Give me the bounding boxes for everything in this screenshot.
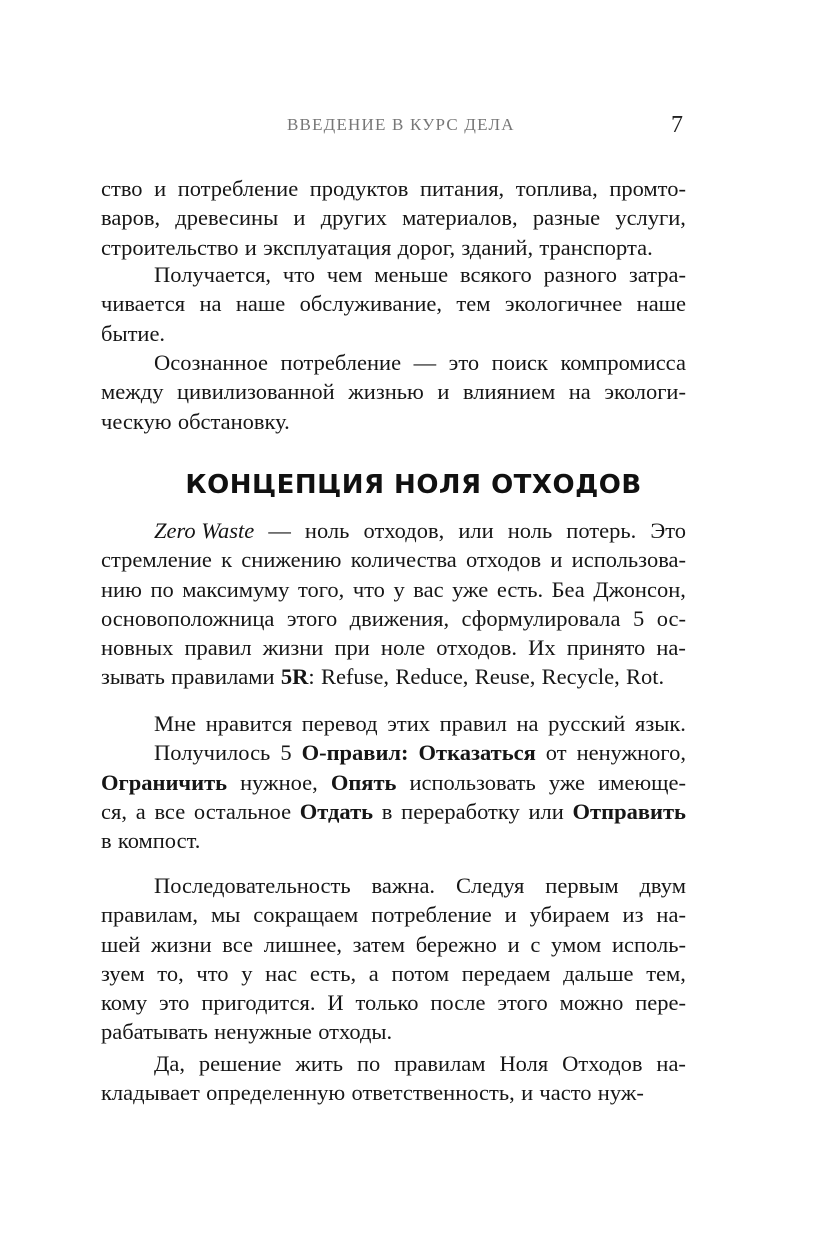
text-line <box>101 604 686 633</box>
text-line <box>101 768 686 797</box>
text-line <box>101 407 686 436</box>
text-line <box>101 203 686 232</box>
word: разные <box>532 205 601 231</box>
word: между <box>101 379 164 405</box>
word: Последовательность <box>154 873 351 898</box>
word: влиянием <box>462 379 556 405</box>
word: на <box>199 291 222 317</box>
word: затра- <box>628 262 686 287</box>
text-line <box>101 233 686 262</box>
word: ноль <box>507 518 553 543</box>
word: передаем <box>461 960 551 986</box>
word: лишнее, <box>263 931 342 957</box>
word: зданий, <box>461 234 534 260</box>
word: у <box>241 960 253 986</box>
word: правилами <box>171 664 275 690</box>
word: все <box>154 798 186 824</box>
word: на- <box>656 902 686 928</box>
word: О-правил: <box>301 740 409 766</box>
word: материалов, <box>402 205 518 231</box>
word: жизни <box>262 635 324 661</box>
word: Джонсон, <box>593 576 686 602</box>
word: Осознанное <box>154 350 268 375</box>
word: в <box>101 828 112 854</box>
word: зуем <box>101 960 145 986</box>
word: и <box>437 379 450 405</box>
word: потом <box>391 960 450 986</box>
word: вас <box>413 576 444 602</box>
word: русский <box>548 711 626 736</box>
word: или <box>528 798 564 824</box>
word: — <box>413 350 437 375</box>
text-line <box>101 959 686 988</box>
text-line <box>101 319 686 348</box>
text-line <box>101 377 686 406</box>
word: ненужные <box>214 1019 312 1045</box>
word: кладывает <box>101 1080 200 1106</box>
word: потребление <box>280 350 402 375</box>
text-line <box>101 348 686 377</box>
word: основоположница <box>101 605 275 631</box>
word: все <box>222 931 254 957</box>
word: а <box>135 798 146 824</box>
word: Ограничить <box>101 769 228 795</box>
word: тем <box>456 291 491 317</box>
word: решение <box>198 1051 282 1076</box>
text-line <box>101 797 686 826</box>
word: жить <box>295 1051 344 1076</box>
word: снижению <box>241 547 342 573</box>
word: тем, <box>646 960 686 986</box>
paragraph <box>101 348 686 436</box>
section-heading: КОНЦЕПЦИЯ НОЛЯ ОТХОДОВ <box>185 470 642 500</box>
word: использовать <box>409 769 536 795</box>
word: питания, <box>419 176 505 201</box>
word: Мне <box>154 711 197 736</box>
word: жизни <box>151 931 212 957</box>
word: имеюще- <box>598 769 686 795</box>
word: есть, <box>309 960 357 986</box>
text-line <box>101 988 686 1017</box>
word: 5 <box>280 740 292 766</box>
text-line <box>101 289 686 318</box>
word: транспорта. <box>539 234 653 260</box>
word: ноль <box>304 518 350 543</box>
text-line <box>101 1078 686 1107</box>
word: ся, <box>101 798 127 824</box>
word: или <box>458 518 494 543</box>
word: и <box>507 931 520 957</box>
word: обслуживание, <box>299 291 443 317</box>
word: использова- <box>571 547 686 573</box>
word: принято <box>566 635 646 661</box>
word: отходов <box>466 547 542 573</box>
word: Получается, <box>154 262 272 287</box>
paragraph <box>101 516 686 692</box>
word: бытие. <box>101 320 166 346</box>
word: экологи- <box>604 379 686 405</box>
word: ческую <box>101 408 172 434</box>
word: ос- <box>656 605 686 631</box>
word: стремление <box>101 547 212 573</box>
word: отходы. <box>318 1019 393 1045</box>
word: разного <box>543 262 617 287</box>
word: и <box>504 902 517 928</box>
word: что <box>282 262 316 287</box>
word: Это <box>650 518 686 543</box>
word: количества <box>350 547 457 573</box>
word: нравится <box>205 711 293 736</box>
word: правил <box>184 635 252 661</box>
word: от <box>545 740 567 766</box>
word: компромисса <box>560 350 686 375</box>
word: Беа <box>551 576 585 602</box>
paragraph <box>101 174 686 262</box>
word: при <box>334 635 370 661</box>
word: нас <box>265 960 298 986</box>
word: на- <box>656 635 686 661</box>
word: Reuse, <box>474 664 536 690</box>
word: Следуя <box>455 873 525 898</box>
word: строительство <box>101 234 239 260</box>
word: обстановку. <box>177 408 290 434</box>
word: потребление <box>371 902 492 928</box>
word: и <box>550 547 563 573</box>
word: Получилось <box>154 740 271 766</box>
word: нию <box>101 576 142 602</box>
word: уже <box>452 576 489 602</box>
word: Отказаться <box>418 740 536 766</box>
word: определенную <box>206 1080 346 1106</box>
word: правилам, <box>101 902 199 928</box>
word: этого <box>286 605 338 631</box>
paragraph <box>101 709 686 855</box>
word: Zero Waste <box>154 518 255 543</box>
word: часто <box>539 1080 592 1106</box>
word: промто- <box>609 176 686 201</box>
word: сокращаем <box>253 902 359 928</box>
word: ненужного, <box>576 740 686 766</box>
word: поиск <box>491 350 548 375</box>
word: к <box>221 547 233 573</box>
word: Опять <box>330 769 397 795</box>
word: жизнью <box>348 379 424 405</box>
text-line <box>101 545 686 574</box>
word: 5 <box>632 605 645 631</box>
word: наше <box>235 291 286 317</box>
word: услуги, <box>615 205 686 231</box>
word: Отдать <box>299 798 374 824</box>
text-line <box>101 738 686 767</box>
word: что <box>352 576 385 602</box>
word: дальше <box>563 960 634 986</box>
word: Reduce, <box>395 664 469 690</box>
word: и <box>521 1080 534 1106</box>
word: цивилизованной <box>177 379 335 405</box>
word: шей <box>101 931 141 957</box>
word: бережно <box>415 931 497 957</box>
word: на <box>516 711 539 736</box>
word: на- <box>656 1051 686 1076</box>
text-line <box>101 826 686 855</box>
word: Recycle, <box>541 664 620 690</box>
word: дорог, <box>397 234 456 260</box>
word: движения, <box>349 605 450 631</box>
word: и <box>293 205 306 231</box>
text-line <box>101 900 686 929</box>
word: после <box>430 990 486 1016</box>
word: исполь- <box>611 931 686 957</box>
text-line <box>101 260 686 289</box>
word: сформулировала <box>461 605 621 631</box>
word: И <box>327 990 344 1016</box>
word: и <box>244 234 257 260</box>
word: кому <box>101 990 148 1016</box>
word: что <box>196 960 229 986</box>
word: язык. <box>635 711 686 736</box>
word: всякого <box>459 262 532 287</box>
word: уже <box>548 769 586 795</box>
word: Да, <box>154 1051 185 1076</box>
word: Refuse, <box>320 664 390 690</box>
word: Их <box>528 635 556 661</box>
word: рабатывать <box>101 1019 208 1045</box>
paragraph <box>101 871 686 1047</box>
word: топлива, <box>515 176 598 201</box>
text-line <box>101 930 686 959</box>
word: затем <box>352 931 406 957</box>
word: потерь. <box>566 518 637 543</box>
word: умом <box>551 931 602 957</box>
word: это <box>158 990 190 1016</box>
text-line <box>101 575 686 604</box>
word: убираем <box>529 902 610 928</box>
paragraph <box>101 1049 686 1108</box>
word: других <box>320 205 387 231</box>
word: отходов, <box>363 518 445 543</box>
word: ответственность, <box>351 1080 515 1106</box>
word: важна. <box>371 873 436 898</box>
paragraph <box>101 260 686 348</box>
running-head: ВВЕДЕНИЕ В КУРС ДЕЛА <box>287 115 515 134</box>
word: и <box>154 176 167 201</box>
text-line <box>101 633 686 662</box>
word: двум <box>639 873 686 898</box>
word: продуктов <box>309 176 409 201</box>
word: Rot. <box>626 664 665 690</box>
word: ство <box>101 176 143 201</box>
text-line <box>101 1049 686 1078</box>
word: переработку <box>401 798 520 824</box>
word: есть. <box>496 576 544 602</box>
word: первым <box>545 873 619 898</box>
word: правил <box>439 711 507 736</box>
word: это <box>448 350 480 375</box>
word: ноле <box>380 635 426 661</box>
word: эксплуатация <box>263 234 392 260</box>
word: Отходов <box>562 1051 643 1076</box>
word: мы <box>210 902 241 928</box>
word: компост. <box>117 828 201 854</box>
word: на <box>568 379 591 405</box>
word: древесины <box>175 205 279 231</box>
word: этого <box>497 990 548 1016</box>
page-number: 7 <box>671 112 683 138</box>
word: максимуму <box>182 576 290 602</box>
word: у <box>393 576 405 602</box>
word: в <box>381 798 393 824</box>
text-line <box>101 1017 686 1046</box>
word: перевод <box>301 711 378 736</box>
word: а <box>368 960 379 986</box>
word: остальное <box>193 798 292 824</box>
word: зывать <box>101 664 165 690</box>
word: по <box>356 1051 381 1076</box>
word: меньше <box>374 262 449 287</box>
word: экологичнее <box>504 291 623 317</box>
word: отходов. <box>436 635 517 661</box>
word: варов, <box>101 205 161 231</box>
word: можно <box>559 990 624 1016</box>
word: чем <box>326 262 363 287</box>
word: новных <box>101 635 174 661</box>
word: правилам <box>394 1051 486 1076</box>
word: только <box>355 990 419 1016</box>
text-line <box>101 662 686 691</box>
word: — <box>268 518 291 543</box>
word: потребление <box>177 176 299 201</box>
word: наше <box>636 291 686 317</box>
text-line <box>101 871 686 900</box>
text-line <box>101 174 686 203</box>
word: то, <box>157 960 184 986</box>
word: чивается <box>101 291 186 317</box>
word: Ноля <box>499 1051 549 1076</box>
text-line <box>101 709 686 738</box>
word: того, <box>297 576 345 602</box>
word: с <box>530 931 541 957</box>
word: 5R: <box>280 664 315 690</box>
word: из <box>622 902 644 928</box>
word: нуж- <box>597 1080 644 1106</box>
word: этих <box>387 711 430 736</box>
word: пригодится. <box>201 990 316 1016</box>
word: Отправить <box>572 798 686 824</box>
word: пере- <box>635 990 686 1016</box>
word: нужное, <box>240 769 318 795</box>
text-line <box>101 516 686 545</box>
word: по <box>150 576 174 602</box>
